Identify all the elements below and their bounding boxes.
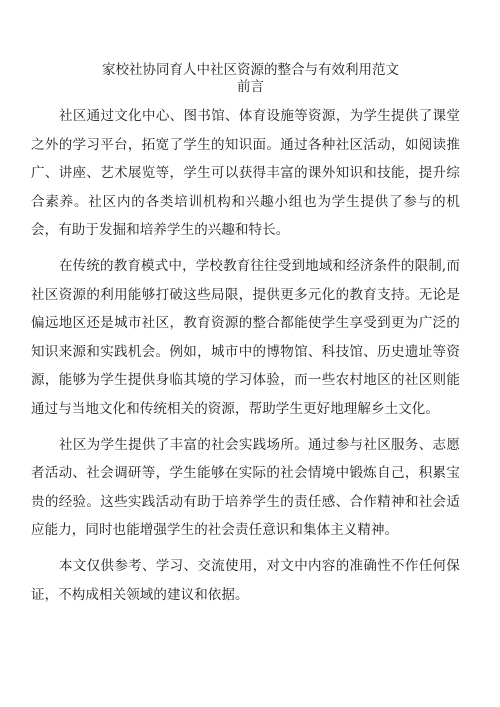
document-title: 家校社协同育人中社区资源的整合与有效利用范文 bbox=[102, 62, 399, 78]
paragraph: 社区通过文化中心、图书馆、体育设施等资源，为学生提供了课堂之外的学习平台，拓宽了学生的知识面。通过各种社区活动，如阅读推广、讲座、艺术展览等，学生可以获得丰富的课外知识和技能，提升综合素养。社区内的各类培训机构和兴趣小组也为学生提供了参与的机会，有助于发掘和培养学生的兴趣和特长。 bbox=[31, 108, 460, 239]
disclaimer-paragraph: 本文仅供参考、学习、交流使用，对文中内容的准确性不作任何保证，不构成相关领域的建议和依据。 bbox=[31, 557, 460, 603]
paragraph: 在传统的教育模式中，学校教育往往受到地域和经济条件的限制,而社区资源的利用能够打破这些局限，提供更多元化的教育支持。无论是偏远地区还是城市社区，教育资源的整合都能使学生享受到更为广泛的知识来源和实践机会。例如，城市中的博物馆、科技馆、历史遗址等资源，能够为学生提供身临其境的学习体验，而一些农村地区的社区则能通过与当地文化和传统相关的资源，帮助学生更好地理解乡土文化。 bbox=[31, 257, 460, 417]
document-subtitle: 前言 bbox=[237, 79, 264, 95]
paragraph: 社区为学生提供了丰富的社会实践场所。通过参与社区服务、志愿者活动、社会调研等，学生能够在实际的社会情境中锻炼自己，积累宝贵的经验。这些实践活动有助于培养学生的责任感、合作精神和社会适应能力，同时也能增强学生的社会责任意识和集体主义精神。 bbox=[31, 436, 460, 539]
